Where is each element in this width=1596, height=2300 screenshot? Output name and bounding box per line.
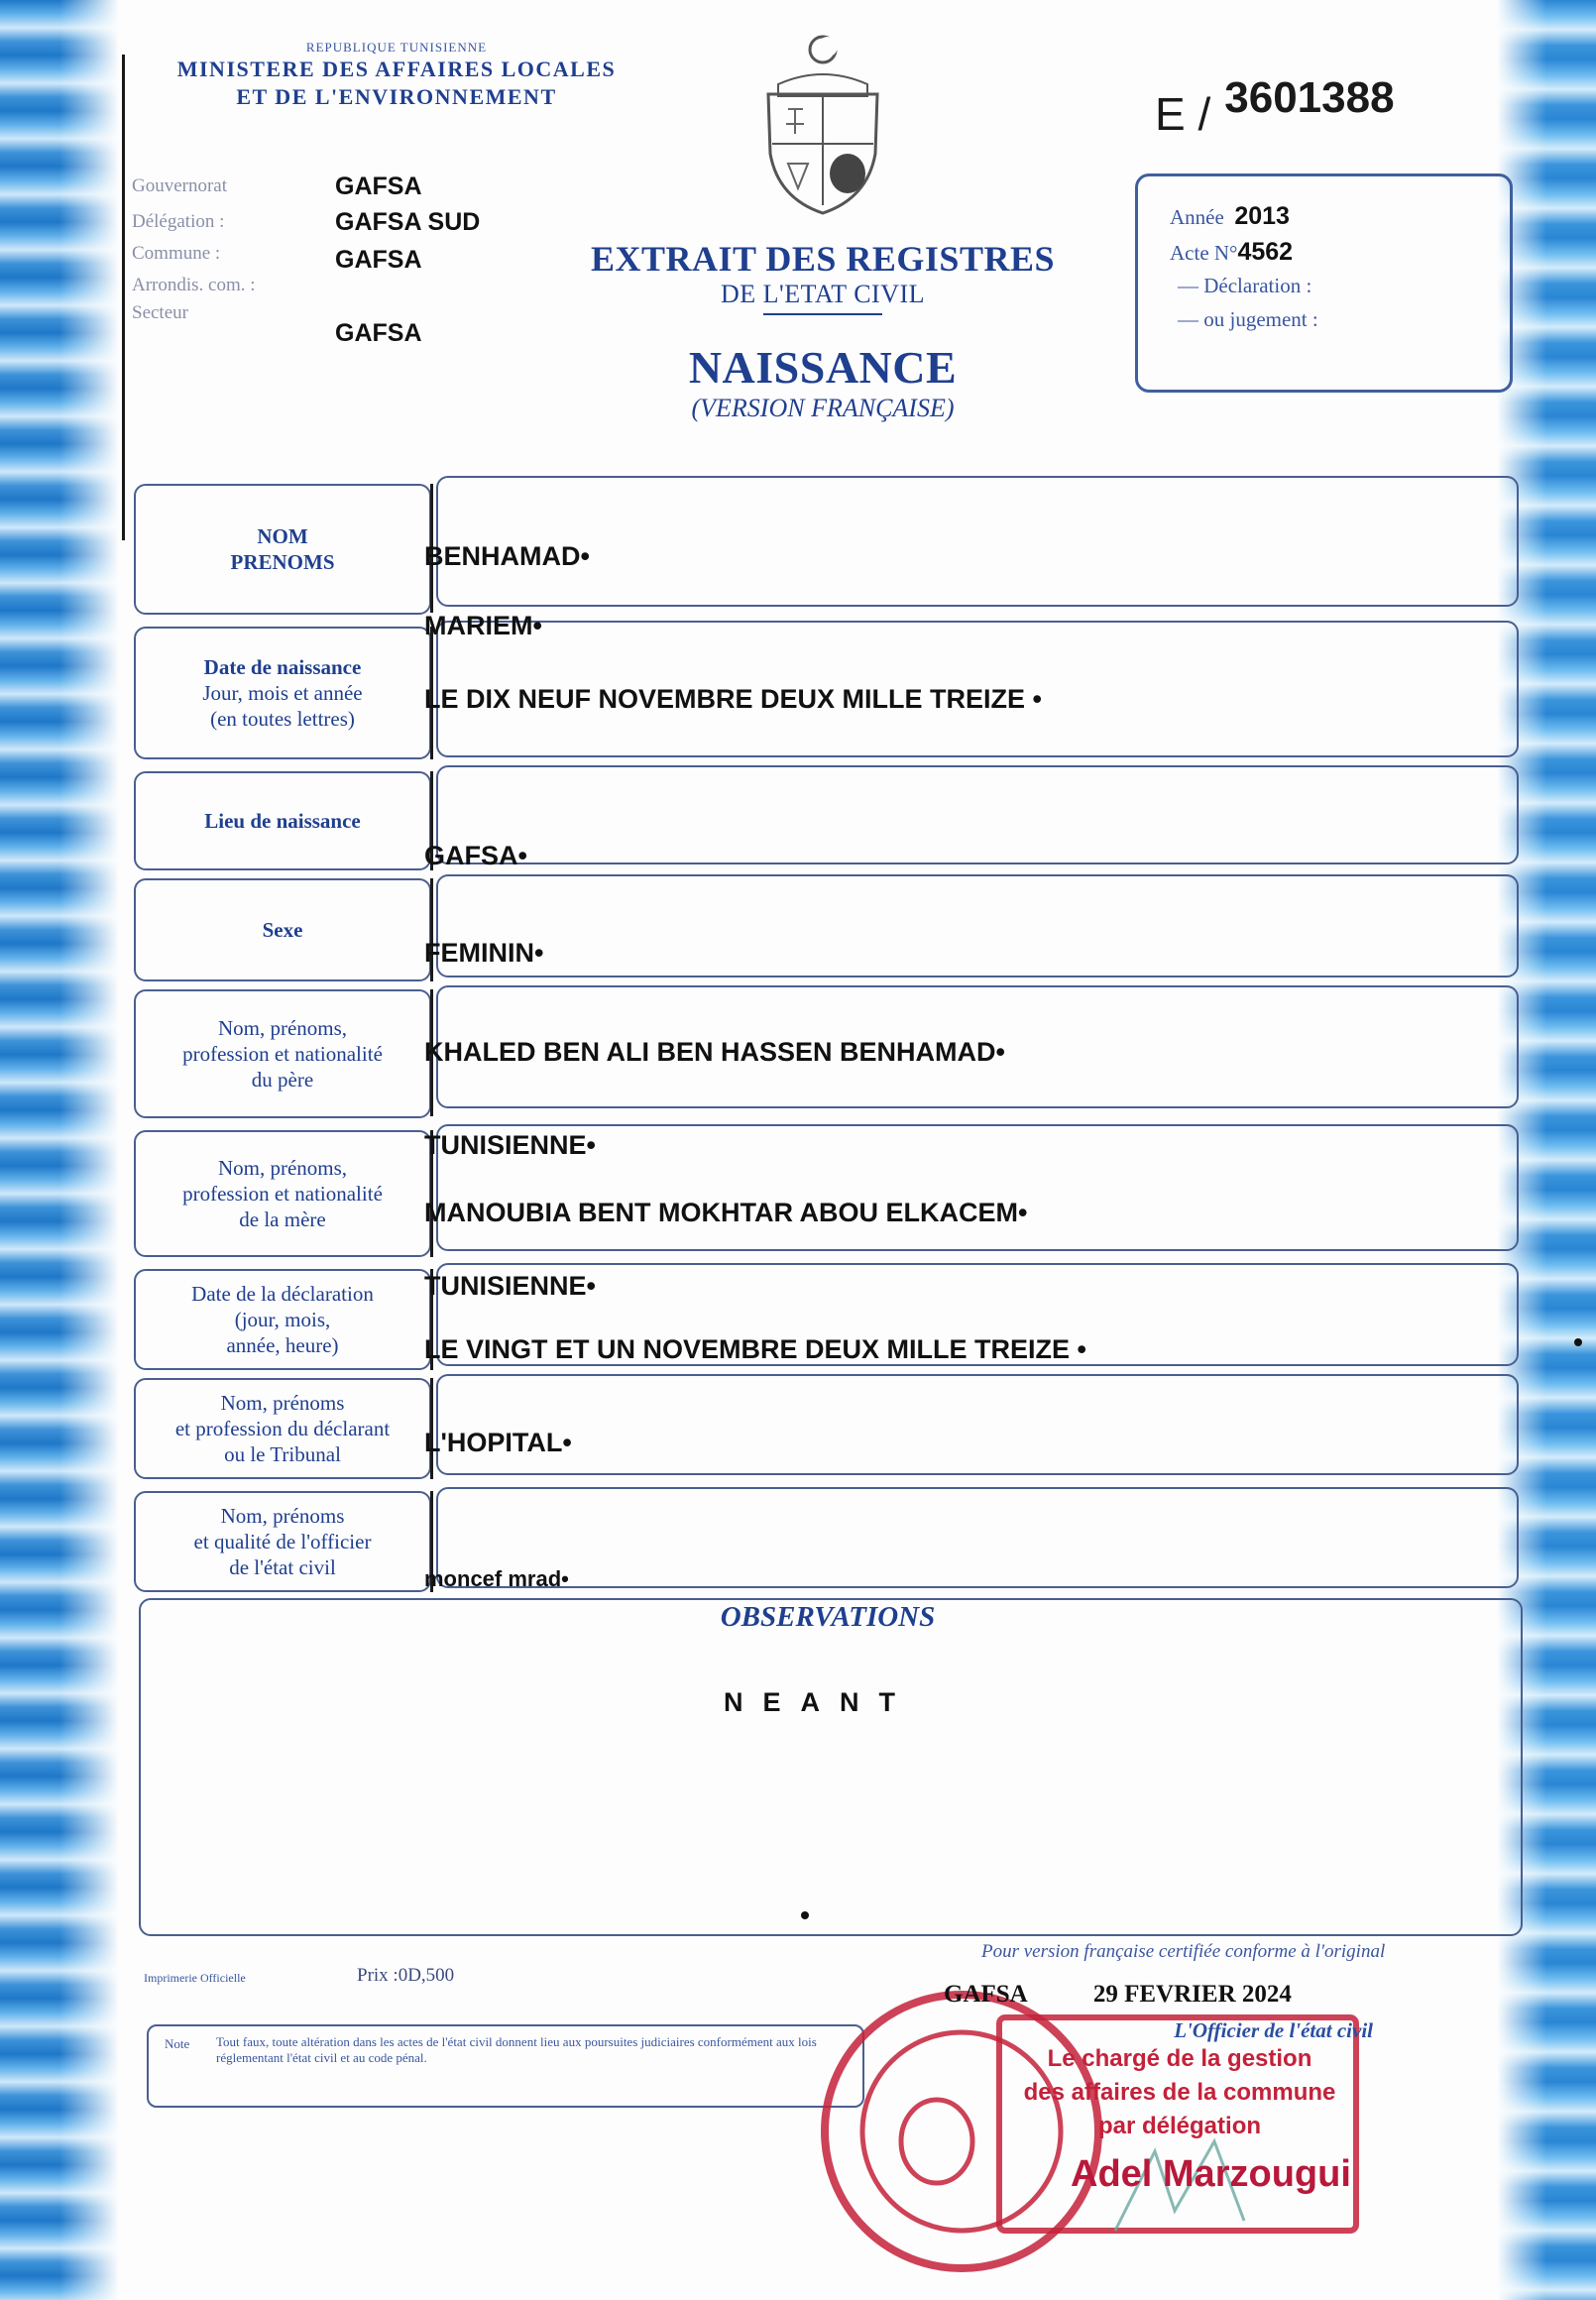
label-declarant — [134, 1378, 431, 1479]
value-mere-nationalite: TUNISIENNE• — [424, 1271, 596, 1301]
ministry-line-1: MINISTERE DES AFFAIRES LOCALES — [176, 57, 617, 81]
value-date-naissance: LE DIX NEUF NOVEMBRE DEUX MILLE TREIZE • — [424, 684, 1042, 714]
commune-value: GAFSA — [335, 245, 422, 274]
secteur-value: GAFSA — [335, 318, 422, 347]
value-sexe: FEMININ• — [424, 938, 544, 968]
label-pere-2: profession et nationalité — [182, 1042, 383, 1066]
decorative-border-left — [0, 0, 119, 2300]
value-lieu: GAFSA• — [424, 841, 527, 870]
title-extrait: EXTRAIT DES REGISTRES — [590, 239, 1055, 279]
value-declarant: L'HOPITAL• — [424, 1428, 572, 1457]
value-box-nom — [436, 476, 1519, 607]
acte-value: 4562 — [1237, 238, 1294, 266]
note-text: Tout faux, toute altération dans les actes de l'état civil donnent lieu aux poursuites judiciaires conformément aux lois réglementant l'état civil et au code pénal. — [216, 2034, 817, 2065]
admin-info-block — [132, 169, 480, 347]
label-decl-1: Date de la déclaration — [191, 1282, 374, 1306]
label-sexe-text: Sexe — [262, 918, 303, 942]
acte-box — [1135, 173, 1513, 393]
observations-box — [139, 1598, 1523, 1936]
label-date-naissance-sub2: (en toutes lettres) — [210, 707, 355, 731]
label-nom: NOM — [257, 524, 308, 548]
title-etat-civil: DE L'ETAT CIVIL — [720, 280, 926, 308]
certification-text: Pour version française certifiée conforme à l'original — [981, 1941, 1386, 1962]
label-lieu-text: Lieu de naissance — [204, 809, 361, 833]
label-pere-3: du père — [251, 1068, 314, 1092]
serial-number — [1155, 73, 1395, 141]
serial-prefix: E / — [1155, 88, 1211, 140]
value-pere-nationalite: TUNISIENNE• — [424, 1130, 596, 1160]
label-officier-2: et qualité de l'officier — [193, 1530, 372, 1553]
observations-title: OBSERVATIONS — [720, 1601, 936, 1633]
label-date-naissance-title: Date de naissance — [203, 655, 362, 679]
issue-place: GAFSA — [944, 1981, 1027, 2008]
declaration-label: — Déclaration : — [1178, 274, 1312, 297]
serial-value: 3601388 — [1224, 73, 1395, 122]
value-nom: BENHAMAD• — [424, 541, 590, 571]
label-nom-prenoms — [134, 484, 431, 615]
header-divider-line — [122, 55, 125, 540]
delegation-label: Délégation : — [132, 211, 225, 232]
value-box-declarant — [436, 1374, 1519, 1475]
note-label: Note — [165, 2036, 190, 2051]
gouvernorat-label: Gouvernorat — [132, 175, 228, 196]
value-date-declaration: LE VINGT ET UN NOVEMBRE DEUX MILLE TREIZE • — [424, 1334, 1086, 1364]
stamp-text — [1001, 2042, 1358, 2143]
document-title — [555, 238, 1090, 423]
label-pere — [134, 989, 431, 1118]
ministry-line-2: ET DE L'ENVIRONNEMENT — [236, 84, 557, 109]
stamp-name: Adel Marzougui — [1071, 2153, 1351, 2195]
issuing-authority — [139, 40, 654, 111]
label-decl-3: année, heure) — [226, 1333, 339, 1357]
label-date-naissance — [134, 627, 431, 759]
title-version: (VERSION FRANÇAISE) — [691, 394, 955, 422]
place-date — [944, 1981, 1292, 2009]
label-decl-2: (jour, mois, — [234, 1308, 331, 1331]
value-prenom: MARIEM• — [424, 611, 542, 640]
title-underline — [763, 313, 882, 315]
value-box-sexe — [436, 874, 1519, 978]
stamp-line-1: Le chargé de la gestion — [1047, 2045, 1312, 2072]
value-officier: moncef mrad• — [424, 1566, 569, 1591]
acte-label: Acte N° — [1170, 241, 1238, 265]
label-declarant-2: et profession du déclarant — [174, 1417, 391, 1440]
label-officier-1: Nom, prénoms — [220, 1504, 345, 1528]
secteur-label: Secteur — [132, 302, 188, 323]
gouvernorat-value: GAFSA — [335, 172, 422, 200]
dot-mark — [1574, 1338, 1582, 1346]
label-officier — [134, 1491, 431, 1592]
label-declarant-3: ou le Tribunal — [224, 1442, 341, 1466]
delegation-value: GAFSA SUD — [335, 207, 481, 236]
republic-label: REPUBLIQUE TUNISIENNE — [305, 40, 488, 55]
label-mere-1: Nom, prénoms, — [217, 1156, 348, 1180]
annee-label: Année — [1170, 205, 1224, 229]
value-box-lieu — [436, 765, 1519, 864]
observations-content: NEANT — [724, 1687, 915, 1717]
issue-date: 29 FEVRIER 2024 — [1092, 1981, 1292, 2008]
arrondissement-label: Arrondis. com. : — [132, 275, 256, 295]
label-mere — [134, 1130, 431, 1257]
tunisia-coat-of-arms-icon — [758, 25, 887, 223]
label-mere-2: profession et nationalité — [182, 1182, 383, 1206]
value-box-officier — [436, 1487, 1519, 1588]
stamp-line-3: par délégation — [1097, 2113, 1262, 2139]
value-pere: KHALED BEN ALI BEN HASSEN BENHAMAD• — [424, 1037, 1005, 1067]
dot-mark — [801, 1911, 809, 1919]
label-lieu-naissance — [134, 771, 431, 870]
label-prenoms: PRENOMS — [230, 550, 335, 574]
prix-label: Prix :0D,500 — [357, 1965, 455, 1986]
value-mere: MANOUBIA BENT MOKHTAR ABOU ELKACEM• — [424, 1198, 1028, 1227]
annee-value: 2013 — [1234, 202, 1290, 230]
label-pere-1: Nom, prénoms, — [217, 1016, 348, 1040]
label-date-naissance-sub1: Jour, mois et année — [202, 681, 363, 705]
commune-label: Commune : — [132, 243, 221, 264]
officer-title: L'Officier de l'état civil — [1174, 2018, 1373, 2042]
imprimerie-label: Imprimerie Officielle — [144, 1971, 246, 1985]
stamp-line-2: des affaires de la commune — [1023, 2079, 1336, 2106]
value-box-mere — [436, 1124, 1519, 1251]
title-naissance: NAISSANCE — [688, 342, 958, 393]
label-officier-3: de l'état civil — [229, 1555, 336, 1579]
jugement-label: — ou jugement : — [1178, 307, 1318, 331]
label-sexe — [134, 878, 431, 981]
label-declarant-1: Nom, prénoms — [220, 1391, 345, 1415]
label-mere-3: de la mère — [239, 1208, 326, 1231]
label-date-declaration — [134, 1269, 431, 1370]
